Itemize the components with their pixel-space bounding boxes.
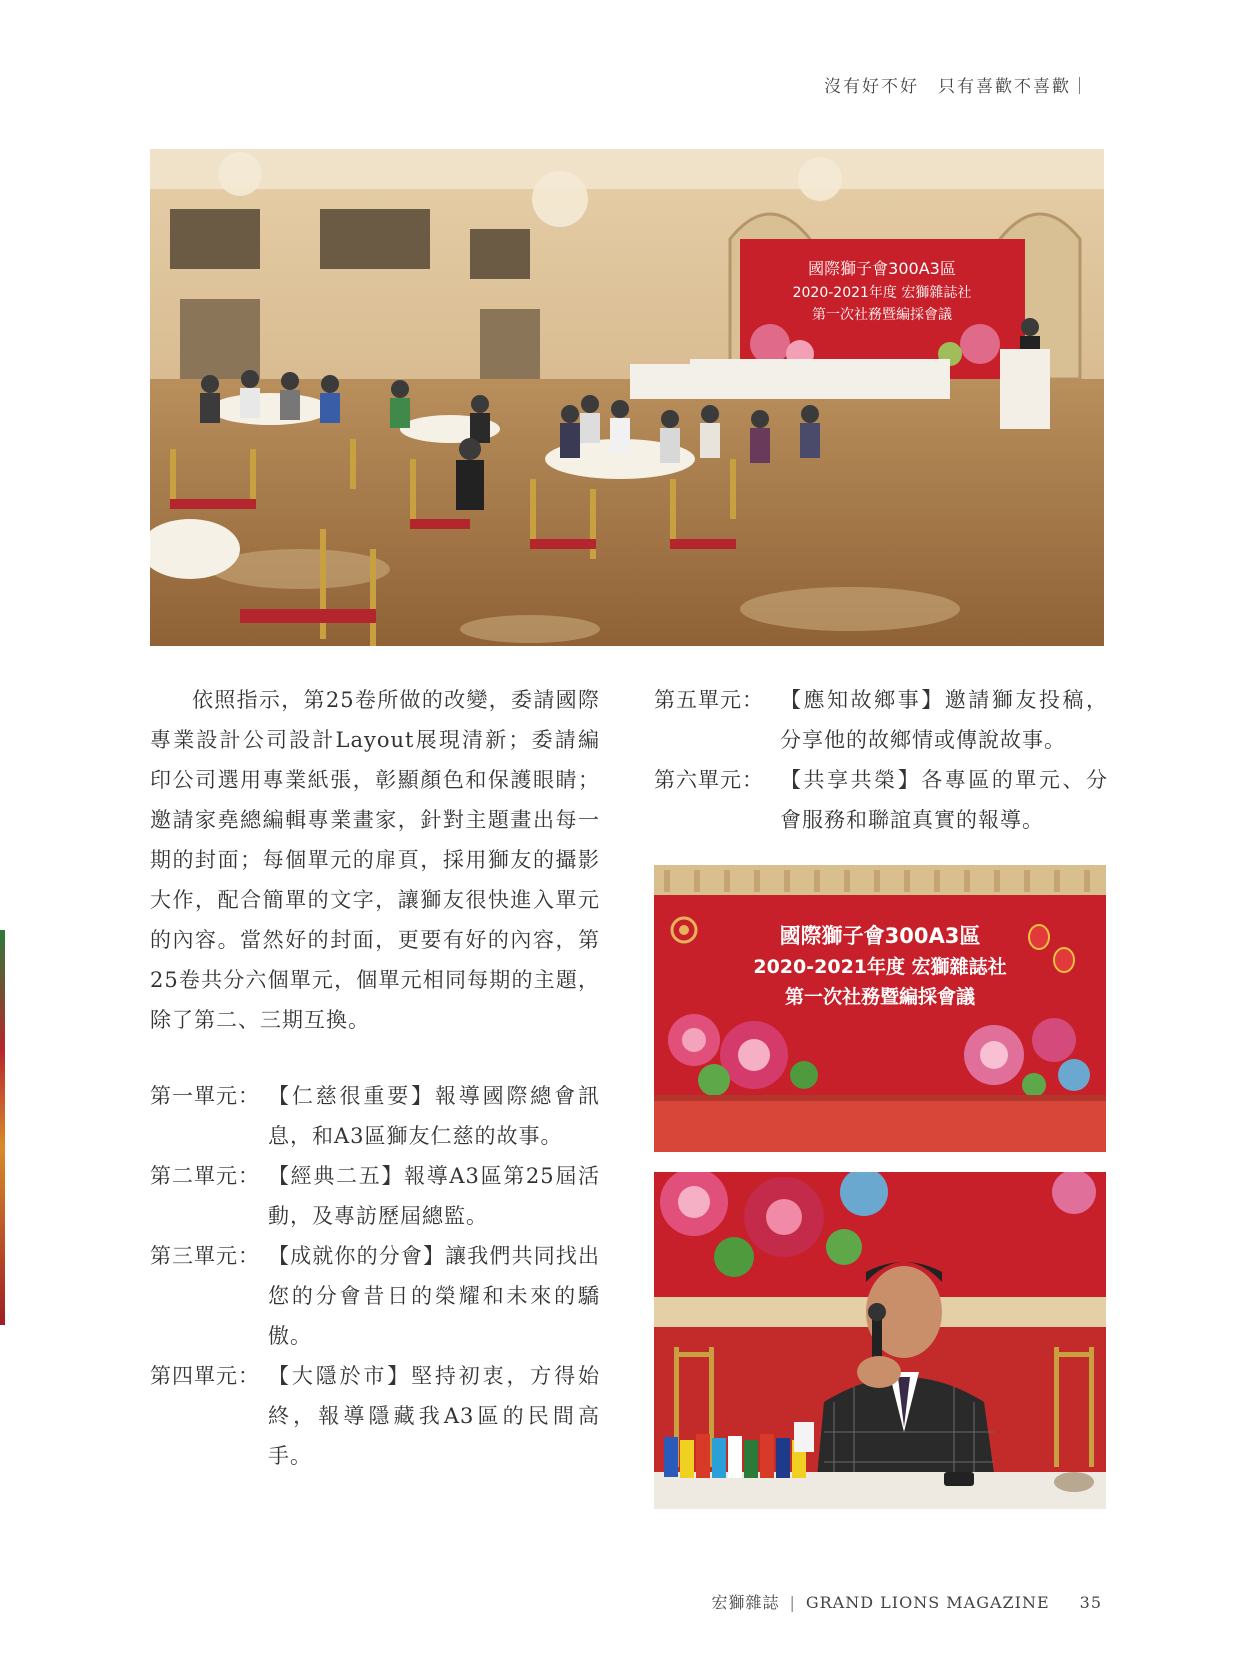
banquet-hall-photo xyxy=(150,149,1104,646)
page-edge-strip xyxy=(0,930,5,1325)
unit-item xyxy=(150,1236,600,1356)
unit-label: 第六單元： xyxy=(654,768,764,792)
hall-banner-line3: 第一次社務暨編採會議 xyxy=(812,307,952,323)
unit-item xyxy=(654,680,1108,760)
unit-label: 第五單元： xyxy=(654,688,764,712)
footer-magazine-cn: 宏獅雜誌 xyxy=(711,1593,780,1612)
page-footer xyxy=(711,1590,1102,1613)
page-number: 35 xyxy=(1079,1593,1102,1612)
stage-banner-photo xyxy=(654,865,1106,1152)
footer-magazine-en: GRAND LIONS MAGAZINE xyxy=(805,1593,1050,1612)
unit-text: 【大隱於市】堅持初衷，方得始終，報導隱藏我A3區的民間高手。 xyxy=(268,1364,600,1468)
right-text-column xyxy=(654,680,1108,840)
unit-text: 【成就你的分會】讓我們共同找出您的分會昔日的榮耀和未來的驕傲。 xyxy=(268,1244,600,1348)
unit-item xyxy=(150,1356,600,1476)
unit-text: 【應知故鄉事】邀請獅友投稿，分享他的故鄉情或傳說故事。 xyxy=(780,688,1108,752)
unit-text: 【共享共榮】各專區的單元、分會服務和聯誼真實的報導。 xyxy=(780,768,1108,832)
unit-item xyxy=(150,1076,600,1156)
banner-line2: 2020-2021年度 宏獅雜誌社 xyxy=(753,956,1007,978)
unit-text: 【經典二五】報導A3區第25屆活動，及專訪歷屆總監。 xyxy=(268,1164,600,1228)
speaker-photo xyxy=(654,1172,1106,1509)
unit-label: 第二單元： xyxy=(150,1164,260,1188)
unit-label: 第三單元： xyxy=(150,1244,260,1268)
unit-text: 【仁慈很重要】報導國際總會訊息，和A3區獅友仁慈的故事。 xyxy=(268,1084,600,1148)
left-text-column xyxy=(150,680,600,1476)
banner-line1: 國際獅子會300A3區 xyxy=(779,924,981,948)
intro-paragraph: 依照指示，第25卷所做的改變，委請國際專業設計公司設計Layout展現清新；委請編印公司選用專業紙張，彰顯顏色和保護眼睛；邀請家堯總編輯專業畫家，針對主題畫出每一期的封面；每個單元的扉頁，採用獅友的攝影大作，配合簡單的文字，讓獅友很快進入單元的內容。當然好的封面，更要有好的內容，第25卷共分六個單元，個單元相同每期的主題，除了第二、三期互換。 xyxy=(150,688,600,1032)
unit-list xyxy=(150,1076,600,1476)
footer-separator: | xyxy=(789,1593,796,1612)
unit-item xyxy=(654,760,1108,840)
unit-label: 第一單元： xyxy=(150,1084,260,1108)
unit-label: 第四單元： xyxy=(150,1364,260,1388)
hall-banner-line1: 國際獅子會300A3區 xyxy=(808,259,956,278)
banner-line3: 第一次社務暨編採會議 xyxy=(784,986,976,1008)
unit-item xyxy=(150,1156,600,1236)
header-tagline: 沒有好不好 只有喜歡不喜歡｜ xyxy=(824,77,1090,97)
hall-banner-line2: 2020-2021年度 宏獅雜誌社 xyxy=(792,285,972,301)
